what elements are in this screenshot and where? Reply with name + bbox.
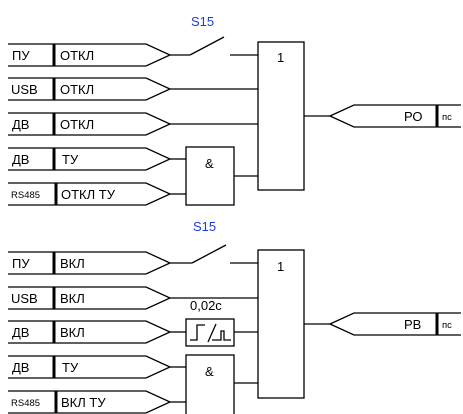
delay-label: 0,02с [190, 298, 222, 313]
and-gate-bottom [170, 355, 258, 414]
output-name: РВ [404, 317, 422, 332]
and-gate-label: & [205, 364, 214, 379]
input-top-2 [8, 78, 170, 100]
input-signal-label: ОТКЛ [60, 82, 95, 97]
output-bottom [304, 313, 461, 335]
input-top-1 [8, 44, 170, 66]
input-source-label: ПУ [12, 48, 30, 63]
output-suffix: пс [442, 320, 452, 331]
input-source-label: RS485 [11, 398, 41, 409]
input-signal-label: ВКЛ [60, 325, 85, 340]
input-source-label: ДВ [12, 325, 30, 340]
input-source-label: ДВ [12, 360, 30, 375]
input-source-label: ПУ [12, 256, 30, 271]
input-source-label: USB [11, 82, 38, 97]
input-signal-label: ТУ [62, 152, 79, 167]
input-signal-label: ВКЛ ТУ [61, 395, 106, 410]
input-top-4 [8, 148, 170, 170]
input-top-3 [8, 113, 170, 135]
input-signal-label: ОТКЛ [60, 48, 95, 63]
pulse-icon [190, 325, 205, 340]
input-signal-label: ОТКЛ ТУ [61, 187, 115, 202]
input-bottom-3 [8, 321, 170, 343]
or-gate-bottom [258, 250, 304, 398]
input-signal-label: ВКЛ [60, 291, 85, 306]
input-bottom-1 [8, 252, 170, 274]
input-source-label: RS485 [11, 190, 41, 201]
output-top [304, 105, 461, 127]
input-signal-label: ВКЛ [60, 256, 85, 271]
or-gate-label: 1 [277, 50, 285, 65]
input-signal-label: ОТКЛ [60, 117, 95, 132]
switch-bottom [170, 245, 258, 263]
or-gate-top [258, 42, 304, 190]
output-name: РО [404, 109, 423, 124]
or-gate-label: 1 [277, 259, 285, 274]
and-gate-label: & [205, 156, 214, 171]
input-bottom-2 [8, 287, 170, 309]
input-bottom-4 [8, 356, 170, 378]
input-top-5 [8, 183, 170, 205]
and-gate-top [170, 147, 258, 205]
input-source-label: ДВ [12, 117, 30, 132]
switch-top [170, 37, 258, 55]
input-bottom-5 [8, 391, 170, 413]
delay-block [170, 298, 258, 346]
input-source-label: USB [11, 291, 38, 306]
input-source-label: ДВ [12, 152, 30, 167]
output-suffix: пс [442, 112, 452, 123]
switch-label-bottom: S15 [193, 219, 217, 234]
switch-label-top: S15 [191, 14, 215, 29]
input-signal-label: ТУ [62, 360, 79, 375]
